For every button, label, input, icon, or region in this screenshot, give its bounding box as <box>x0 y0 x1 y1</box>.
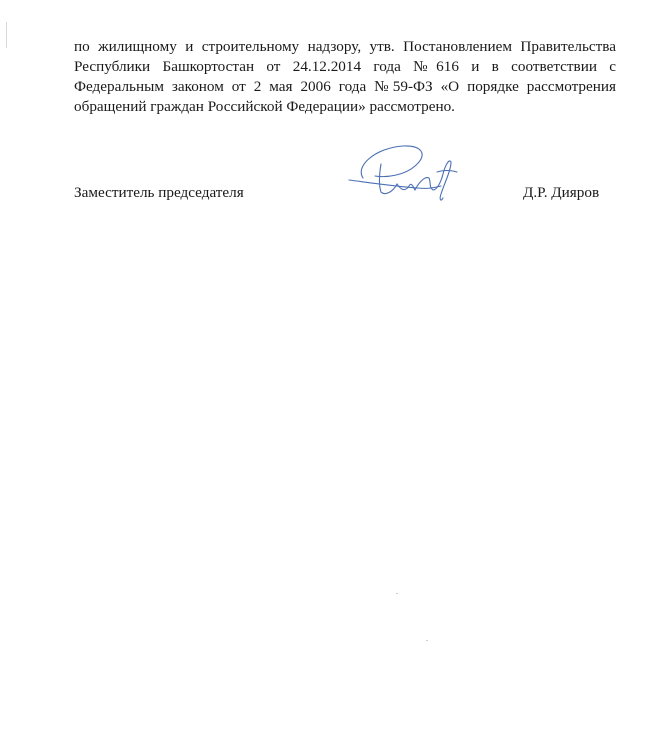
signatory-name: Д.Р. Дияров <box>523 184 600 201</box>
scan-speck <box>426 640 428 641</box>
body-line: по жилищному и строительному надзору, утв. Постановлением Правительства <box>74 38 616 55</box>
body-line: Федеральным законом от 2 мая 2006 года №59-ФЗ «О порядке рассмотрения <box>74 78 616 95</box>
signatory-position: Заместитель председателя <box>74 184 244 201</box>
handwritten-signature <box>345 142 465 207</box>
scan-edge-mark <box>6 22 7 48</box>
body-line: Республики Башкортостан от 24.12.2014 года №616 и в соответствии с <box>74 58 616 75</box>
body-line: обращений граждан Российской Федерации» рассмотрено. <box>74 98 455 115</box>
scan-speck <box>396 593 398 594</box>
body-paragraph <box>74 37 616 117</box>
